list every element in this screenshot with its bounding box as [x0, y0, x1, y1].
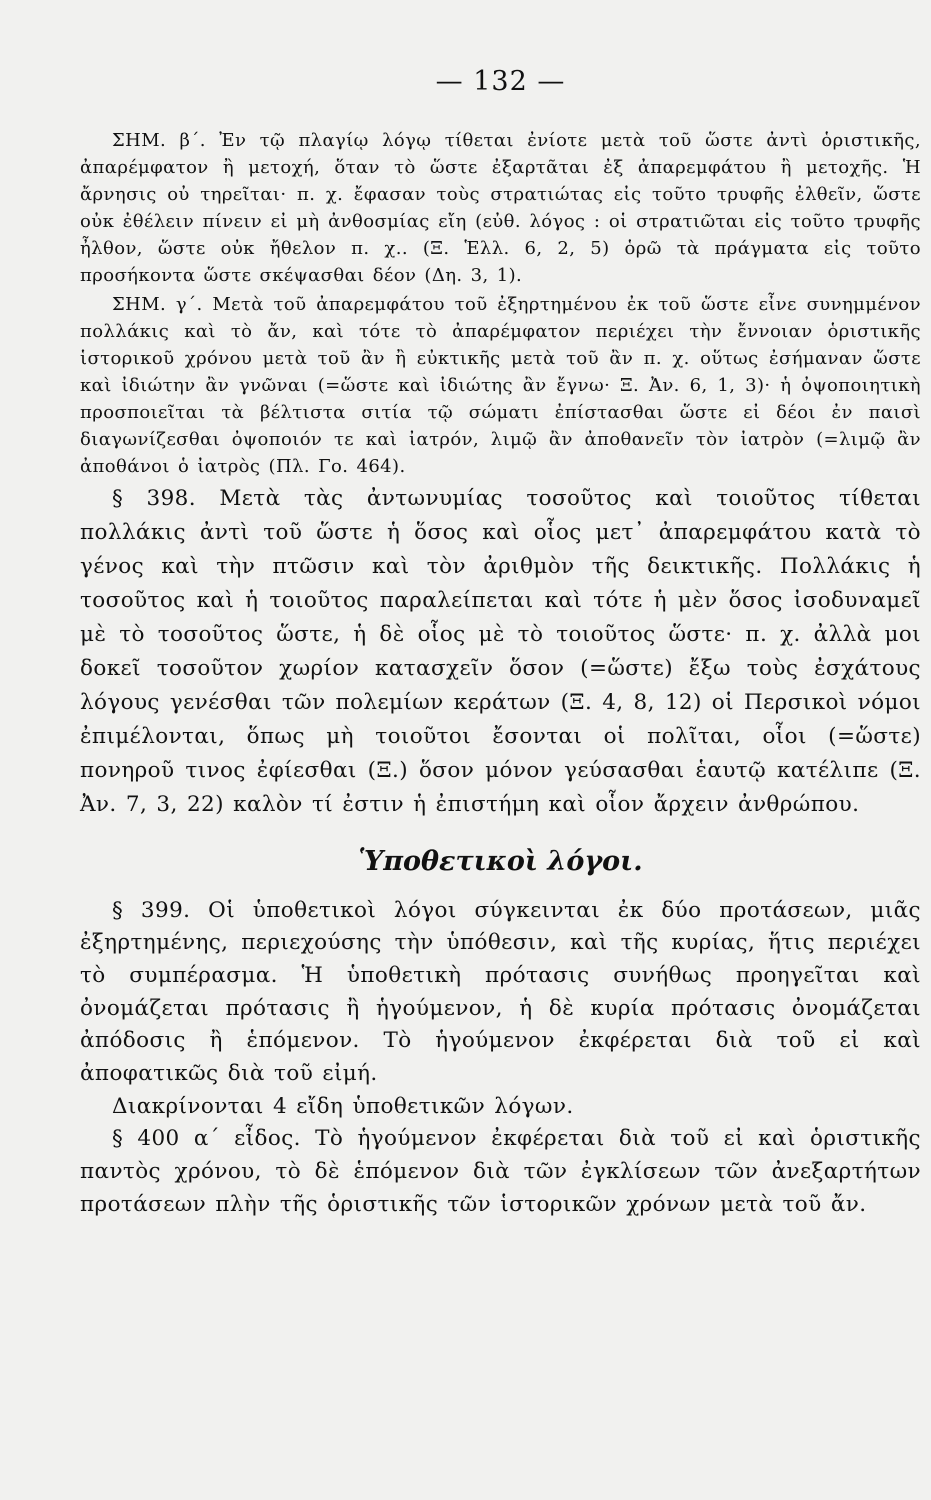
- section-398-paragraph: § 398. Μετὰ τὰς ἀντωνυμίας τοσοῦτος καὶ τοιοῦτος τίθεται πολλάκις ἀντὶ τοῦ ὥστε ἡ ὅσος καὶ οἷος μετ᾽ ἀπαρεμφάτου κατὰ τὸ γένος καὶ τὴν πτῶσιν καὶ τὸν ἀριθμὸν τῆς δεικτικῆς. Πολλάκις ἡ τοσοῦτος καὶ ἡ τοιοῦτος παραλείπεται καὶ τότε ἡ μὲν ὅσος ἰσοδυναμεῖ μὲ τὸ τοσοῦτος ὥστε, ἡ δὲ οἷος μὲ τὸ τοιοῦτος ὥστε· π. χ. ἀλλὰ μοι δοκεῖ τοσοῦτον χωρίον κατασχεῖν ὅσον (=ὥστε) ἔξω τοὺς ἐσχάτους λόγους γενέσθαι τῶν πολεμίων κεράτων (Ξ. 4, 8, 12) οἱ Περσικοὶ νόμοι ἐπιμέλονται, ὅπως μὴ τοιοῦτοι ἔσονται οἱ πολῖται, οἷοι (=ὥστε) πονηροῦ τινος ἐφίεσθαι (Ξ.) ὅσον μόνον γεύσασθαι ἑαυτῷ κατέλιπε (Ξ. Ἀν. 7, 3, 22) καλὸν τί ἐστιν ἡ ἐπιστήμη καὶ οἷον ἄρχειν ἀνθρώπου.: [80, 486, 921, 817]
- types-sentence: Διακρίνονται 4 εἴδη ὑποθετικῶν λόγων.: [112, 1093, 574, 1119]
- section-heading: Ὑποθετικοὶ λόγοι.: [358, 845, 643, 877]
- note-beta-paragraph: ΣΗΜ. β΄. Ἐν τῷ πλαγίῳ λόγῳ τίθεται ἐνίοτε μετὰ τοῦ ὥστε ἀντὶ ὁριστικῆς, ἀπαρέμφατον ἢ μετοχή, ὅταν τὸ ὥστε ἐξαρτᾶται ἐξ ἀπαρεμφάτου ἢ μετοχῆς. Ἡ ἄρνησις οὐ τηρεῖται· π. χ. ἔφασαν τοὺς στρατιώτας εἰς τοῦτο τρυφῆς ἐλθεῖν, ὥστε οὐκ ἐθέλειν πίνειν εἰ μὴ ἀνθοσμίας εἴη (εὐθ. λόγος : οἱ στρατιῶται εἰς τοῦτο τρυφῆς ἦλθον, ὥστε οὐκ ἤθελον π. χ.. (Ξ. Ἑλλ. 6, 2, 5) ὁρῶ τὰ πράγματα εἰς τοῦτο προσήκοντα ὥστε σκέψασθαι δέον (Δη. 3, 1).: [80, 130, 921, 286]
- section-399-paragraph: § 399. Οἱ ὑποθετικοὶ λόγοι σύγκεινται ἐκ δύο προτάσεων, μιᾶς ἐξηρτημένης, περιεχούσης τὴν ὑπόθεσιν, καὶ τῆς κυρίας, ἥτις περιέχει τὸ συμπέρασμα. Ἡ ὑποθετικὴ πρότασις συνήθως προηγεῖται καὶ ὀνομάζεται πρότασις ἢ ἡγούμενον, ἡ δὲ κυρία πρότασις ὀνομάζεται ἀπόδοσις ἢ ἑπόμενον. Τὸ ἡγούμενον ἐκφέρεται διὰ τοῦ εἰ καὶ ἀποφατικῶς διὰ τοῦ εἰμή.: [80, 897, 921, 1087]
- page-number: — 132 —: [435, 66, 566, 97]
- note-gamma-paragraph: ΣΗΜ. γ΄. Μετὰ τοῦ ἀπαρεμφάτου τοῦ ἐξηρτημένου ἐκ τοῦ ὥστε εἶνε συνημμένον πολλάκις καὶ τὸ ἄν, καὶ τότε τὸ ἀπαρέμφατον περιέχει τὴν ἔννοιαν ὁριστικῆς ἱστορικοῦ χρόνου μετὰ τοῦ ἂν ἢ εὐκτικῆς μετὰ τοῦ ἂν π. χ. οὕτως ἐσήμαναν ὥστε καὶ ἰδιώτην ἂν γνῶναι (=ὥστε καὶ ἰδιώτης ἂν ἔγνω· Ξ. Ἀν. 6, 1, 3)· ἡ ὀψοποιητικὴ προσποιεῖται τὰ βέλτιστα σιτία τῷ σώματι ἐπίστασθαι ὥστε εἰ δέοι ἐν παισὶ διαγωνίζεσθαι ὀψοποιόν τε καὶ ἰατρόν, λιμῷ ἂν ἀποθανεῖν τὸν ἰατρὸν (=λιμῷ ἂν ἀποθάνοι ὁ ἰατρὸς (Πλ. Γο. 464).: [80, 294, 921, 477]
- section-400-paragraph: § 400 α΄ εἶδος. Τὸ ἡγούμενον ἐκφέρεται διὰ τοῦ εἰ καὶ ὁριστικῆς παντὸς χρόνου, τὸ δὲ ἑπόμενον διὰ τῶν ἐγκλίσεων τῶν ἀνεξαρτήτων προτάσεων πλὴν τῆς ὁριστικῆς τῶν ἱστορικῶν χρόνων μετὰ τοῦ ἄν.: [80, 1126, 921, 1217]
